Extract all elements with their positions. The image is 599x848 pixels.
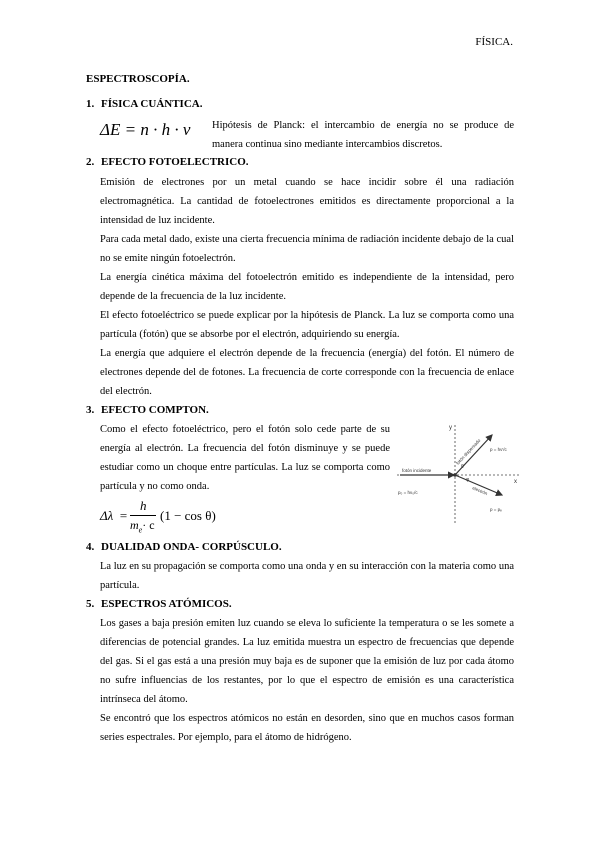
section-title: FÍSICA CUÁNTICA. (101, 98, 203, 110)
incident-photon-label: fotón incidente (402, 468, 432, 473)
document-title: ESPECTROSCOPÍA. (86, 73, 190, 85)
electron-momentum-label: p = pₑ (490, 507, 502, 512)
paragraph: Se encontró que los espectros atómicos no están en desorden, sino que en muchos casos forman series espectrales. Por ejemplo, para el átomo de hidrógeno. (100, 713, 514, 743)
section-title: EFECTO COMPTON. (101, 404, 209, 416)
section-title: ESPECTROS ATÓMICOS. (101, 598, 232, 610)
page-header-subject: FÍSICA. (475, 36, 513, 48)
compton-formula: Δλ = h $m_e\cdot c$ (1 − cos θ) (100, 498, 216, 535)
incident-momentum-label: p₀ = hν₀/c (398, 490, 418, 495)
planck-formula: ΔE = n · h · ν (100, 120, 191, 139)
section-heading-1 (86, 98, 202, 110)
phi-label: φ (466, 477, 470, 483)
section-heading-4 (86, 541, 282, 553)
section-title: EFECTO FOTOELECTRICO. (101, 156, 249, 168)
theta-label: θ (461, 464, 464, 470)
paragraph: Los gases a baja presión emiten luz cuando se eleva lo suficiente la temperatura o se les somete a diferencias de potencial grandes. La luz emitida muestra un espectro de frecuencias que depende del gas. Si el gas está a una presión muy baja es de suponer que la emisión de luz por cada átomo no sufre influencias de los restantes, por lo que el espectro de emisión es una característica intrínseca del átomo. (100, 618, 514, 705)
section-number: 4. (86, 541, 95, 553)
paragraph: La luz en su propagación se comporta como una onda y en su interacción con la materia como una partícula. (100, 561, 514, 591)
y-axis-label: y (449, 425, 452, 431)
section-number: 3. (86, 404, 95, 416)
paragraph: La energía que adquiere el electrón depende de la frecuencia (energía) del fotón. El número de electrones depende del de fotones. La frecuencia de corte corresponde con la frecuencia de enlace del electrón. (100, 348, 514, 397)
section-heading-2 (86, 156, 249, 168)
x-axis-label: x (514, 479, 517, 485)
section-heading-5 (86, 598, 232, 610)
compton-diagram (392, 415, 522, 527)
paragraph: Emisión de electrones por un metal cuando se hace incidir sobre él una radiación electromagnética. La cantidad de fotoelectrones emitidos es directamente proporcional a la intensidad de luz incidente. (100, 177, 514, 226)
section-heading-3 (86, 404, 209, 416)
section-number: 2. (86, 156, 95, 168)
section-title: DUALIDAD ONDA- CORPÚSCULO. (101, 541, 282, 553)
paragraph: Como el efecto fotoeléctrico, pero el fotón solo cede parte de su energía al electrón. La frecuencia del fotón disminuye y se puede estudiar como un choque entre partículas. La luz se comporta como partícula y no como onda. (100, 424, 390, 492)
paragraph: Hipótesis de Planck: el intercambio de energía no se produce de manera continua sino mediante intercambios discretos. (212, 120, 514, 150)
scattered-momentum-label: p = hν′/c (490, 447, 507, 452)
paragraph: El efecto fotoeléctrico se puede explicar por la hipótesis de Planck. La luz se comporta como una partícula (fotón) que se absorbe por el electrón, adquiriendo su energía. (100, 310, 514, 340)
paragraph: La energía cinética máxima del fotoelectrón emitido es independiente de la intensidad, pero depende de la frecuencia de la luz incidente. (100, 272, 514, 302)
electron-label: electrón (471, 485, 489, 497)
scattered-photon-label: fotón dispersado (455, 437, 482, 466)
section-number: 5. (86, 598, 95, 610)
section-number: 1. (86, 98, 95, 110)
paragraph: Para cada metal dado, existe una cierta frecuencia mínima de radiación incidente debajo de la cual no se emite ningún fotoelectrón. (100, 234, 514, 264)
